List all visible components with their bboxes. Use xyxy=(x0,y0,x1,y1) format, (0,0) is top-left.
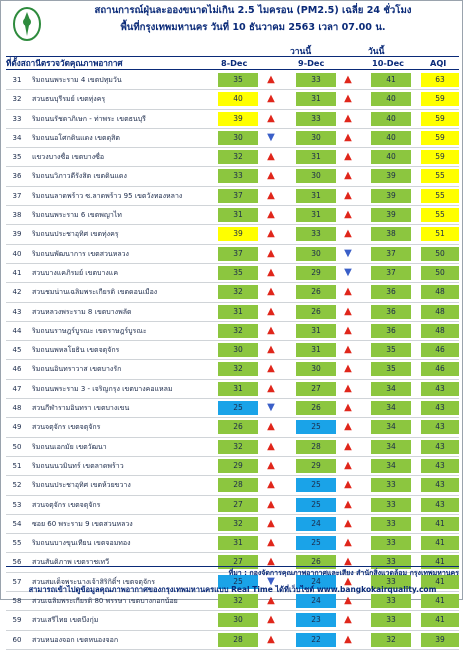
station-name: สวนหลวงพระราม 8 เขตบางพลัด xyxy=(32,307,132,316)
trend-up-icon: ▲ xyxy=(267,459,275,471)
pm25-dec-10: 35 xyxy=(371,343,411,357)
trend-up-icon: ▲ xyxy=(344,556,352,568)
station-name: สวนธนบุรีรมย์ เขตทุ่งครุ xyxy=(32,95,106,104)
trend-up-icon: ▲ xyxy=(344,209,352,221)
pm25-dec-9: 27 xyxy=(296,382,336,396)
pm25-dec-8: 32 xyxy=(218,150,258,164)
pm25-dec-10: 37 xyxy=(371,247,411,261)
station-number: 55 xyxy=(12,539,22,548)
pm25-dec-9: 33 xyxy=(296,112,336,126)
trend-up-icon: ▲ xyxy=(267,595,275,607)
pm25-dec-8: 37 xyxy=(218,189,258,203)
pm25-dec-8: 29 xyxy=(218,459,258,473)
pm25-dec-8: 32 xyxy=(218,324,258,338)
station-name: ริมถนนพระราม 3 - เจริญกรุง เขตบางคอแหลม xyxy=(32,384,173,393)
station-number: 50 xyxy=(12,442,22,451)
aqi-value: 41 xyxy=(421,575,459,589)
table-row xyxy=(6,303,459,322)
pm25-dec-10: 32 xyxy=(371,633,411,647)
table-row xyxy=(6,90,459,109)
pm25-dec-10: 33 xyxy=(371,498,411,512)
pm25-dec-10: 33 xyxy=(371,555,411,569)
pm25-dec-10: 39 xyxy=(371,208,411,222)
station-number: 58 xyxy=(12,597,22,606)
table-row xyxy=(6,110,459,129)
page-subtitle: พื้นที่กรุงเทพมหานคร วันที่ 10 ธันวาคม 2563 เวลา 07.00 น. xyxy=(120,22,386,33)
trend-up-icon: ▲ xyxy=(267,209,275,221)
pm25-dec-9: 30 xyxy=(296,247,336,261)
pm25-dec-9: 25 xyxy=(296,498,336,512)
pm25-dec-10: 36 xyxy=(371,324,411,338)
trend-up-icon: ▲ xyxy=(344,575,352,587)
pm25-dec-8: 33 xyxy=(218,169,258,183)
pm25-dec-9: 24 xyxy=(296,575,336,589)
today-label: วันนี้ xyxy=(368,47,385,57)
pm25-dec-8: 39 xyxy=(218,227,258,241)
station-column-header: ที่ตั้งสถานีตรวจวัดคุณภาพอากาศ xyxy=(6,58,123,68)
pm25-dec-10: 40 xyxy=(371,150,411,164)
pm25-dec-9: 30 xyxy=(296,131,336,145)
pm25-dec-8: 30 xyxy=(218,343,258,357)
pm25-dec-8: 30 xyxy=(218,613,258,627)
station-number: 43 xyxy=(12,307,22,316)
station-name: สวนชมน่านเฉลิมพระเกียรติ เขตดอนเมือง xyxy=(32,288,158,297)
station-number: 47 xyxy=(12,384,22,393)
trend-up-icon: ▲ xyxy=(267,247,275,259)
station-name: ริมถนนราษฎร์บูรณะ เขตราษฎร์บูรณะ xyxy=(32,326,147,335)
station-number: 49 xyxy=(12,423,22,432)
table-row xyxy=(6,418,459,437)
pm25-dec-9: 26 xyxy=(296,285,336,299)
station-name: สวนเสรีไทย เขตบึงกุ่ม xyxy=(32,616,99,625)
table-row xyxy=(6,71,459,90)
station-number: 54 xyxy=(12,519,22,528)
trend-up-icon: ▲ xyxy=(344,324,352,336)
yesterday-label: วานนี้ xyxy=(290,47,312,57)
table-row xyxy=(6,283,459,302)
station-number: 38 xyxy=(12,211,22,220)
pm25-dec-9: 24 xyxy=(296,594,336,608)
trend-up-icon: ▲ xyxy=(267,633,275,645)
table-row xyxy=(6,129,459,148)
pm25-dec-10: 33 xyxy=(371,575,411,589)
station-name: สวนเฉลิมพระเกียรติ 80 พรรษา เขตบางกอกน้อย xyxy=(32,597,178,606)
pm25-dec-10: 36 xyxy=(371,285,411,299)
trend-up-icon: ▲ xyxy=(267,151,275,163)
station-name: สวนกีฬารามอินทรา เขตบางเขน xyxy=(32,404,130,413)
aqi-value: 59 xyxy=(421,150,459,164)
aqi-value: 41 xyxy=(421,555,459,569)
pm25-dec-8: 28 xyxy=(218,633,258,647)
pm25-dec-8: 32 xyxy=(218,285,258,299)
station-name: ริมถนนนวมินทร์ เขตลาดพร้าว xyxy=(32,461,124,470)
pm25-dec-10: 33 xyxy=(371,613,411,627)
trend-up-icon: ▲ xyxy=(267,537,275,549)
pm25-dec-8: 25 xyxy=(218,401,258,415)
trend-down-icon: ▼ xyxy=(344,247,352,259)
station-name: สวนบางแคภิรมย์ เขตบางแค xyxy=(32,268,118,277)
trend-up-icon: ▲ xyxy=(344,170,352,182)
station-name: ริมถนนบางขุนเทียน เขตจอมทอง xyxy=(32,539,131,548)
aqi-value: 43 xyxy=(421,478,459,492)
trend-up-icon: ▲ xyxy=(267,479,275,491)
aqi-value: 59 xyxy=(421,92,459,106)
aqi-value: 59 xyxy=(421,112,459,126)
aqi-value: 59 xyxy=(421,131,459,145)
station-name: ริมถนนรัชดาภิเษก - ท่าพระ เขตธนบุรี xyxy=(32,114,146,123)
trend-up-icon: ▲ xyxy=(344,363,352,375)
pm25-dec-10: 33 xyxy=(371,517,411,531)
pm25-dec-10: 34 xyxy=(371,440,411,454)
trend-up-icon: ▲ xyxy=(344,537,352,549)
station-name: สวนจตุจักร เขตจตุจักร xyxy=(32,423,101,432)
station-name: สวนหนองจอก เขตหนองจอก xyxy=(32,635,119,644)
station-name: ริมถนนอโศกดินแดง เขตดุสิต xyxy=(32,133,120,142)
station-number: 52 xyxy=(12,481,22,490)
aqi-value: 41 xyxy=(421,517,459,531)
table-row xyxy=(6,631,459,650)
table-row xyxy=(6,611,459,630)
pm25-dec-10: 34 xyxy=(371,459,411,473)
trend-up-icon: ▲ xyxy=(267,344,275,356)
station-number: 44 xyxy=(12,326,22,335)
station-name: ริมถนนเอกมัย เขตวัฒนา xyxy=(32,442,107,451)
pm25-dec-10: 35 xyxy=(371,362,411,376)
date-10-column-header: 10-Dec xyxy=(372,58,404,68)
table-row xyxy=(6,496,459,515)
station-number: 59 xyxy=(12,616,22,625)
pm25-dec-8: 37 xyxy=(218,247,258,261)
table-row xyxy=(6,360,459,379)
pm25-dec-9: 31 xyxy=(296,92,336,106)
pm25-dec-9: 26 xyxy=(296,305,336,319)
pm25-dec-8: 32 xyxy=(218,362,258,376)
station-number: 31 xyxy=(12,76,22,84)
pm25-dec-9: 31 xyxy=(296,150,336,164)
aqi-value: 48 xyxy=(421,285,459,299)
station-name: สวนสมเด็จพระนางเจ้าสิริกิติ์ฯ เขตจตุจักร xyxy=(32,577,156,586)
station-number: 51 xyxy=(12,461,22,470)
aqi-value: 41 xyxy=(421,613,459,627)
pm25-dec-9: 29 xyxy=(296,459,336,473)
station-name: ซอย 60 พระราม 9 เขตสวนหลวง xyxy=(32,519,133,528)
pm25-dec-8: 35 xyxy=(218,266,258,280)
trend-up-icon: ▲ xyxy=(344,286,352,298)
station-number: 42 xyxy=(12,288,22,297)
pm25-dec-10: 34 xyxy=(371,420,411,434)
aqi-value: 55 xyxy=(421,189,459,203)
trend-up-icon: ▲ xyxy=(344,305,352,317)
trend-up-icon: ▲ xyxy=(344,517,352,529)
station-name: ริมถนนลาดพร้าว ซ.ลาดพร้าว 95 เขตวังทองหลาง xyxy=(32,191,183,200)
table-row xyxy=(6,245,459,264)
table-row xyxy=(6,206,459,225)
station-number: 39 xyxy=(12,230,22,239)
trend-up-icon: ▲ xyxy=(267,517,275,529)
table-header xyxy=(6,56,459,70)
trend-up-icon: ▲ xyxy=(344,344,352,356)
trend-down-icon: ▼ xyxy=(267,402,275,414)
trend-up-icon: ▲ xyxy=(267,286,275,298)
trend-up-icon: ▲ xyxy=(344,633,352,645)
pm25-dec-8: 32 xyxy=(218,594,258,608)
pm25-dec-8: 31 xyxy=(218,382,258,396)
aqi-value: 55 xyxy=(421,208,459,222)
trend-up-icon: ▲ xyxy=(267,363,275,375)
station-number: 33 xyxy=(12,114,22,123)
pm25-dec-9: 23 xyxy=(296,613,336,627)
pm25-dec-8: 25 xyxy=(218,575,258,589)
bma-logo-icon xyxy=(12,6,42,44)
station-number: 35 xyxy=(12,153,22,162)
station-name: ริมถนนพระราม 4 เขตปทุมวัน xyxy=(32,76,122,84)
pm25-dec-8: 40 xyxy=(218,92,258,106)
pm25-dec-9: 31 xyxy=(296,324,336,338)
station-name: ริมถนนพัฒนาการ เขตสวนหลวง xyxy=(32,249,129,258)
table-row xyxy=(6,515,459,534)
trend-up-icon: ▲ xyxy=(344,479,352,491)
station-name: สวนสันติภาพ เขตราชเทวี xyxy=(32,558,110,567)
trend-up-icon: ▲ xyxy=(344,151,352,163)
pm25-dec-9: 22 xyxy=(296,633,336,647)
station-table xyxy=(6,71,459,650)
pm25-dec-10: 38 xyxy=(371,227,411,241)
pm25-dec-8: 27 xyxy=(218,555,258,569)
aqi-value: 43 xyxy=(421,382,459,396)
trend-up-icon: ▲ xyxy=(344,459,352,471)
trend-up-icon: ▲ xyxy=(344,402,352,414)
pm25-dec-10: 39 xyxy=(371,169,411,183)
pm25-dec-10: 39 xyxy=(371,189,411,203)
aqi-value: 43 xyxy=(421,401,459,415)
pm25-dec-9: 25 xyxy=(296,536,336,550)
station-name: ริมถนนพระราม 6 เขตพญาไท xyxy=(32,211,122,220)
trend-up-icon: ▲ xyxy=(267,614,275,626)
station-number: 45 xyxy=(12,346,22,355)
trend-up-icon: ▲ xyxy=(267,189,275,201)
table-row xyxy=(6,187,459,206)
pm25-dec-9: 31 xyxy=(296,189,336,203)
station-name: สวนจตุจักร เขตจตุจักร xyxy=(32,500,101,509)
date-8-column-header: 8-Dec xyxy=(221,58,248,68)
station-number: 56 xyxy=(12,558,22,567)
trend-up-icon: ▲ xyxy=(344,440,352,452)
pm25-dec-10: 34 xyxy=(371,382,411,396)
station-number: 36 xyxy=(12,172,22,181)
trend-up-icon: ▲ xyxy=(267,382,275,394)
table-row xyxy=(6,148,459,167)
trend-up-icon: ▲ xyxy=(267,498,275,510)
aqi-value: 41 xyxy=(421,536,459,550)
table-row xyxy=(6,167,459,186)
station-name: ริมถนนประชาอุทิศ เขตห้วยขวาง xyxy=(32,481,131,490)
pm25-dec-9: 25 xyxy=(296,420,336,434)
table-row xyxy=(6,225,459,244)
station-number: 32 xyxy=(12,95,22,104)
pm25-dec-9: 31 xyxy=(296,343,336,357)
aqi-column-header: AQI xyxy=(430,58,447,68)
trend-up-icon: ▲ xyxy=(344,228,352,240)
aqi-value: 46 xyxy=(421,343,459,357)
page-title: สถานการณ์ฝุ่นละอองขนาดไม่เกิน 2.5 ไมครอน (PM2.5) เฉลี่ย 24 ชั่วโมง xyxy=(94,5,412,16)
station-number: 37 xyxy=(12,191,22,200)
pm25-dec-9: 33 xyxy=(296,227,336,241)
pm25-dec-9: 29 xyxy=(296,266,336,280)
pm25-dec-9: 30 xyxy=(296,169,336,183)
website-note: สามารถเข้าไปดูข้อมูลคุณภาพอากาศของกรุงเทพมหานครแบบ Real Time ได้ที่เว็บไซต์ www.bangkokairquality.com xyxy=(28,585,437,594)
station-number: 34 xyxy=(12,133,22,142)
trend-up-icon: ▲ xyxy=(344,421,352,433)
trend-up-icon: ▲ xyxy=(267,421,275,433)
pm25-dec-10: 36 xyxy=(371,305,411,319)
trend-up-icon: ▲ xyxy=(344,614,352,626)
trend-up-icon: ▲ xyxy=(267,440,275,452)
pm25-dec-10: 40 xyxy=(371,112,411,126)
pm25-dec-9: 33 xyxy=(296,73,336,87)
pm25-dec-8: 35 xyxy=(218,73,258,87)
trend-up-icon: ▲ xyxy=(344,595,352,607)
aqi-value: 55 xyxy=(421,169,459,183)
station-number: 48 xyxy=(12,404,22,413)
aqi-value: 41 xyxy=(421,594,459,608)
trend-down-icon: ▼ xyxy=(344,266,352,278)
trend-up-icon: ▲ xyxy=(267,266,275,278)
aqi-value: 51 xyxy=(421,227,459,241)
trend-up-icon: ▲ xyxy=(267,556,275,568)
table-row xyxy=(6,341,459,360)
aqi-value: 43 xyxy=(421,498,459,512)
pm25-dec-8: 31 xyxy=(218,208,258,222)
pm25-dec-8: 31 xyxy=(218,305,258,319)
pm25-dec-8: 28 xyxy=(218,478,258,492)
pm25-dec-9: 31 xyxy=(296,208,336,222)
trend-up-icon: ▲ xyxy=(267,74,275,85)
aqi-value: 43 xyxy=(421,420,459,434)
pm25-dec-8: 30 xyxy=(218,131,258,145)
aqi-value: 63 xyxy=(421,73,459,87)
pm25-dec-8: 27 xyxy=(218,498,258,512)
trend-up-icon: ▲ xyxy=(267,324,275,336)
trend-up-icon: ▲ xyxy=(344,93,352,105)
pm25-dec-9: 26 xyxy=(296,555,336,569)
pm25-dec-9: 25 xyxy=(296,478,336,492)
aqi-value: 39 xyxy=(421,633,459,647)
trend-up-icon: ▲ xyxy=(344,498,352,510)
aqi-value: 46 xyxy=(421,362,459,376)
pm25-dec-8: 39 xyxy=(218,112,258,126)
trend-up-icon: ▲ xyxy=(344,382,352,394)
station-number: 57 xyxy=(12,577,22,586)
pm25-dec-10: 40 xyxy=(371,131,411,145)
pm25-dec-9: 30 xyxy=(296,362,336,376)
aqi-value: 43 xyxy=(421,440,459,454)
table-row xyxy=(6,380,459,399)
pm25-dec-10: 33 xyxy=(371,594,411,608)
pm25-dec-10: 33 xyxy=(371,536,411,550)
station-number: 41 xyxy=(12,268,22,277)
table-row xyxy=(6,476,459,495)
station-name: ริมถนนอินทราวาส เขตบางรัก xyxy=(32,365,122,374)
pm25-dec-9: 26 xyxy=(296,401,336,415)
trend-up-icon: ▲ xyxy=(267,305,275,317)
source-note: ที่มา : กองจัดการคุณภาพอากาศและเสียง สำนักสิ่งแวดล้อม กรุงเทพมหานคร xyxy=(6,566,459,579)
trend-up-icon: ▲ xyxy=(344,131,352,143)
aqi-value: 48 xyxy=(421,305,459,319)
table-row xyxy=(6,534,459,553)
station-name: แขวงบางซื่อ เขตบางซื่อ xyxy=(32,153,105,162)
station-number: 40 xyxy=(12,249,22,258)
pm25-dec-8: 32 xyxy=(218,440,258,454)
trend-up-icon: ▲ xyxy=(267,112,275,124)
station-number: 60 xyxy=(12,635,22,644)
aqi-value: 48 xyxy=(421,324,459,338)
pm25-dec-10: 33 xyxy=(371,478,411,492)
station-name: ริมถนนพหลโยธิน เขตจตุจักร xyxy=(32,346,120,355)
aqi-value: 50 xyxy=(421,247,459,261)
pm25-dec-10: 41 xyxy=(371,73,411,87)
table-row xyxy=(6,438,459,457)
trend-up-icon: ▲ xyxy=(344,74,352,85)
station-number: 46 xyxy=(12,365,22,374)
trend-down-icon: ▼ xyxy=(267,575,275,587)
pm25-dec-10: 40 xyxy=(371,92,411,106)
trend-up-icon: ▲ xyxy=(344,112,352,124)
trend-down-icon: ▼ xyxy=(267,131,275,143)
pm25-dec-10: 37 xyxy=(371,266,411,280)
pm25-dec-8: 31 xyxy=(218,536,258,550)
date-9-column-header: 9-Dec xyxy=(298,58,325,68)
pm25-dec-9: 24 xyxy=(296,517,336,531)
aqi-value: 50 xyxy=(421,266,459,280)
trend-up-icon: ▲ xyxy=(267,228,275,240)
table-row xyxy=(6,322,459,341)
pm25-dec-8: 32 xyxy=(218,517,258,531)
trend-up-icon: ▲ xyxy=(267,170,275,182)
table-row xyxy=(6,399,459,418)
aqi-value: 43 xyxy=(421,459,459,473)
station-name: ริมถนนวิภาวดีรังสิต เขตดินแดง xyxy=(32,172,127,181)
pm25-dec-9: 28 xyxy=(296,440,336,454)
pm25-dec-10: 34 xyxy=(371,401,411,415)
pm25-dec-8: 26 xyxy=(218,420,258,434)
station-name: ริมถนนประชาอุทิศ เขตทุ่งครุ xyxy=(32,230,119,239)
trend-up-icon: ▲ xyxy=(267,93,275,105)
table-row xyxy=(6,264,459,283)
station-number: 53 xyxy=(12,500,22,509)
trend-up-icon: ▲ xyxy=(344,189,352,201)
table-row xyxy=(6,457,459,476)
